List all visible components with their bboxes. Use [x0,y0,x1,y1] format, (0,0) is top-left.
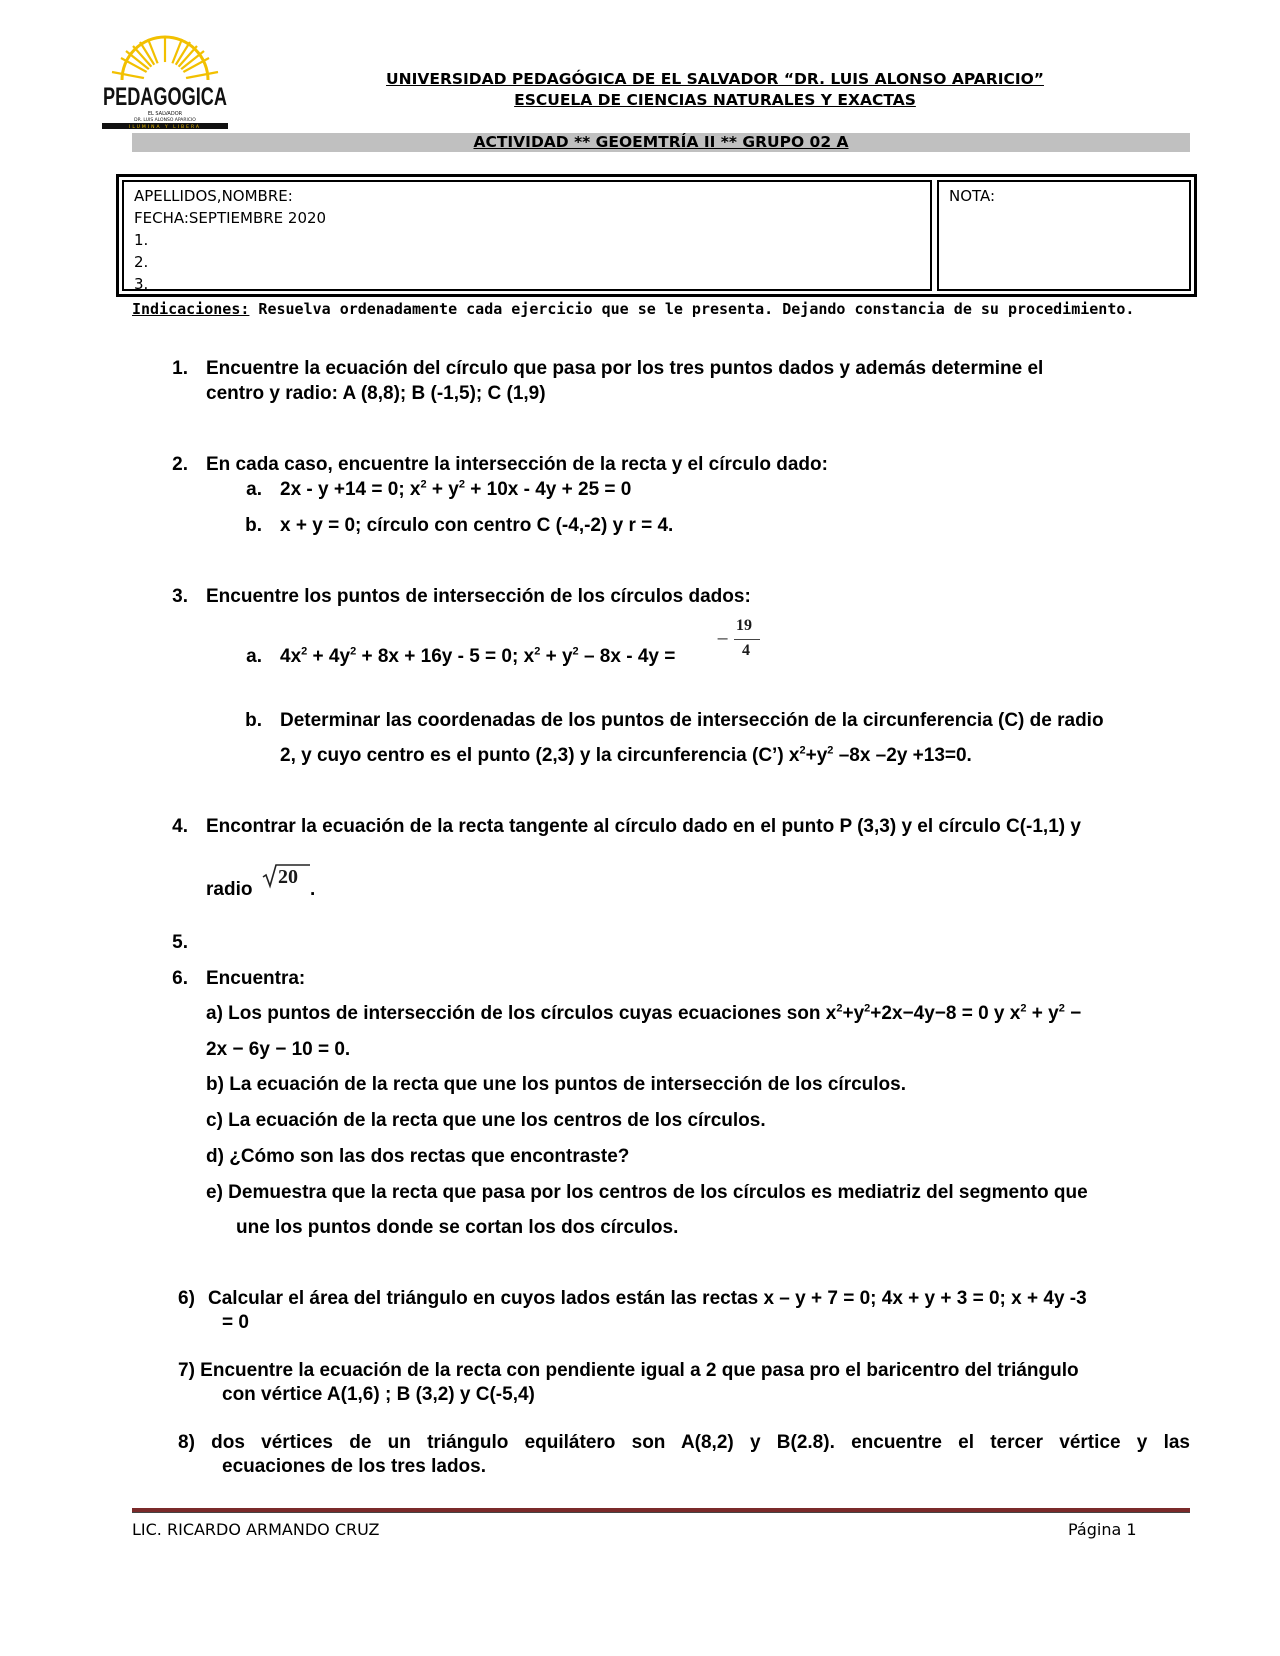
svg-text:PEDAGOGICA: PEDAGOGICA [103,83,227,111]
q3-text: Encuentre los puntos de intersección de los círculos dados: [206,586,751,607]
q2-text: En cada caso, encuentre la intersección de la recta y el círculo dado: [206,454,828,475]
date-label: FECHA:SEPTIEMBRE 2020 [134,209,327,227]
q1-line-2: centro y radio: A (8,8); B (-1,5); C (1,9) [206,383,546,404]
q7-line-2: con vértice A(1,6) ; B (3,2) y C(-5,4) [222,1384,535,1405]
school-title: ESCUELA DE CIENCIAS NATURALES Y EXACTAS [514,91,916,109]
q6-d: d) ¿Cómo son las dos rectas que encontraste? [206,1146,630,1167]
student-row-3: 3. [134,275,149,293]
sqrt-expression [262,862,312,892]
activity-title: ACTIVIDAD ** GEOEMTRÍA II ** GRUPO 02 A [132,133,1190,152]
q8-line-1: 8) dos vértices de un triángulo equilátero son A(8,2) y B(2.8). encuentre el tercer vértice y las [178,1432,1190,1453]
minus-sign: − [716,629,730,648]
q2-a-equation: 2x - y +14 = 0; $x^2 + y^2 + 10x - 4y + 25 = 0$ [280,478,632,500]
q6-e-line-2: une los puntos donde se cortan los dos círculos. [236,1217,679,1238]
instructions [132,300,1190,319]
fraction-numerator: 19 [736,617,752,634]
q6-a-line-1: a) Los puntos de intersección de los círculos cuyas ecuaciones son $x^2+y^2+2x-4y-8 = 0$ y $x^2 + y^2$ − [206,1002,1082,1024]
student-row-1: 1. [134,231,149,249]
q6-a-line-2: 2x − 6y − 10 = 0. [206,1039,351,1060]
grade-cell [937,180,1191,291]
student-info-box [116,174,1197,297]
instructions-label: Indicaciones: [132,300,250,318]
q8-line-2: ecuaciones de los tres lados. [222,1456,486,1477]
q6-e-line-1: e) Demuestra que la recta que pasa por los centros de los círculos es mediatriz del segmento que [206,1182,1088,1203]
name-label: APELLIDOS,NOMBRE: [134,187,293,205]
university-logo [100,34,230,130]
svg-text:EL SALVADOR: EL SALVADOR [147,111,183,117]
footer-page-number: Página 1 [1068,1520,1137,1539]
q3-b-line-2: 2, y cuyo centro es el punto (2,3) y la circunferencia (C’) $x^2+y^2$ –8x –2y +13=0. [280,744,972,766]
q6-text: Encuentra: [206,968,306,989]
grade-label: NOTA: [949,187,996,205]
svg-text:DR. LUIS ALONSO APARICIO: DR. LUIS ALONSO APARICIO [134,118,196,123]
q1-line-1: Encuentre la ecuación del círculo que pasa por los tres puntos dados y además determine el [206,358,1044,379]
q7-line-1: 7) Encuentre la ecuación de la recta con pendiente igual a 2 que pasa pro el baricentro del triángulo [178,1360,1079,1381]
footer-author: LIC. RICARDO ARMANDO CRUZ [132,1520,380,1539]
q4-line-1: Encontrar la ecuación de la recta tangente al círculo dado en el punto P (3,3) y el círculo C(-1,1) y [206,816,1081,837]
footer-divider [132,1508,1190,1513]
instructions-text: Resuelva ordenadamente cada ejercicio que se le presenta. Dejando constancia de su procedimiento. [249,300,1135,318]
q2-b-text: x + y = 0; círculo con centro C (-4,-2) y r = 4. [280,515,674,536]
q6-b: b) La ecuación de la recta que une los puntos de intersección de los círculos. [206,1074,907,1095]
student-row-2: 2. [134,253,149,271]
svg-text:ILUMINA Y LIBERA: ILUMINA Y LIBERA [129,125,201,130]
q4-period: . [310,879,316,900]
question-6b-number: 6) [178,1288,195,1309]
fraction-denominator: 4 [742,642,750,659]
sun-logo-icon [100,34,230,130]
q4-radio-label: radio [206,879,253,900]
q3-fraction [716,617,762,667]
q6b-line-1: Calcular el área del triángulo en cuyos lados están las rectas x – y + 7 = 0; 4x + y + 3 = 0; x + 4y -3 [208,1288,1087,1309]
q6-c: c) La ecuación de la recta que une los centros de los círculos. [206,1110,766,1131]
q6b-line-2: = 0 [222,1312,249,1333]
student-info-cell [122,180,932,291]
fraction-bar [734,639,760,640]
university-title: UNIVERSIDAD PEDAGÓGICA DE EL SALVADOR “DR. LUIS ALONSO APARICIO” [386,70,1044,88]
sqrt-value: 20 [278,866,298,888]
q3-b-line-1: Determinar las coordenadas de los puntos de intersección de la circunferencia (C) de radio [280,710,1104,731]
q3-a-equation: $4x^2 + 4y^2 + 8x + 16y - 5 = 0$; $x^2 + y^2 - 8x - 4y$ = [280,645,676,667]
